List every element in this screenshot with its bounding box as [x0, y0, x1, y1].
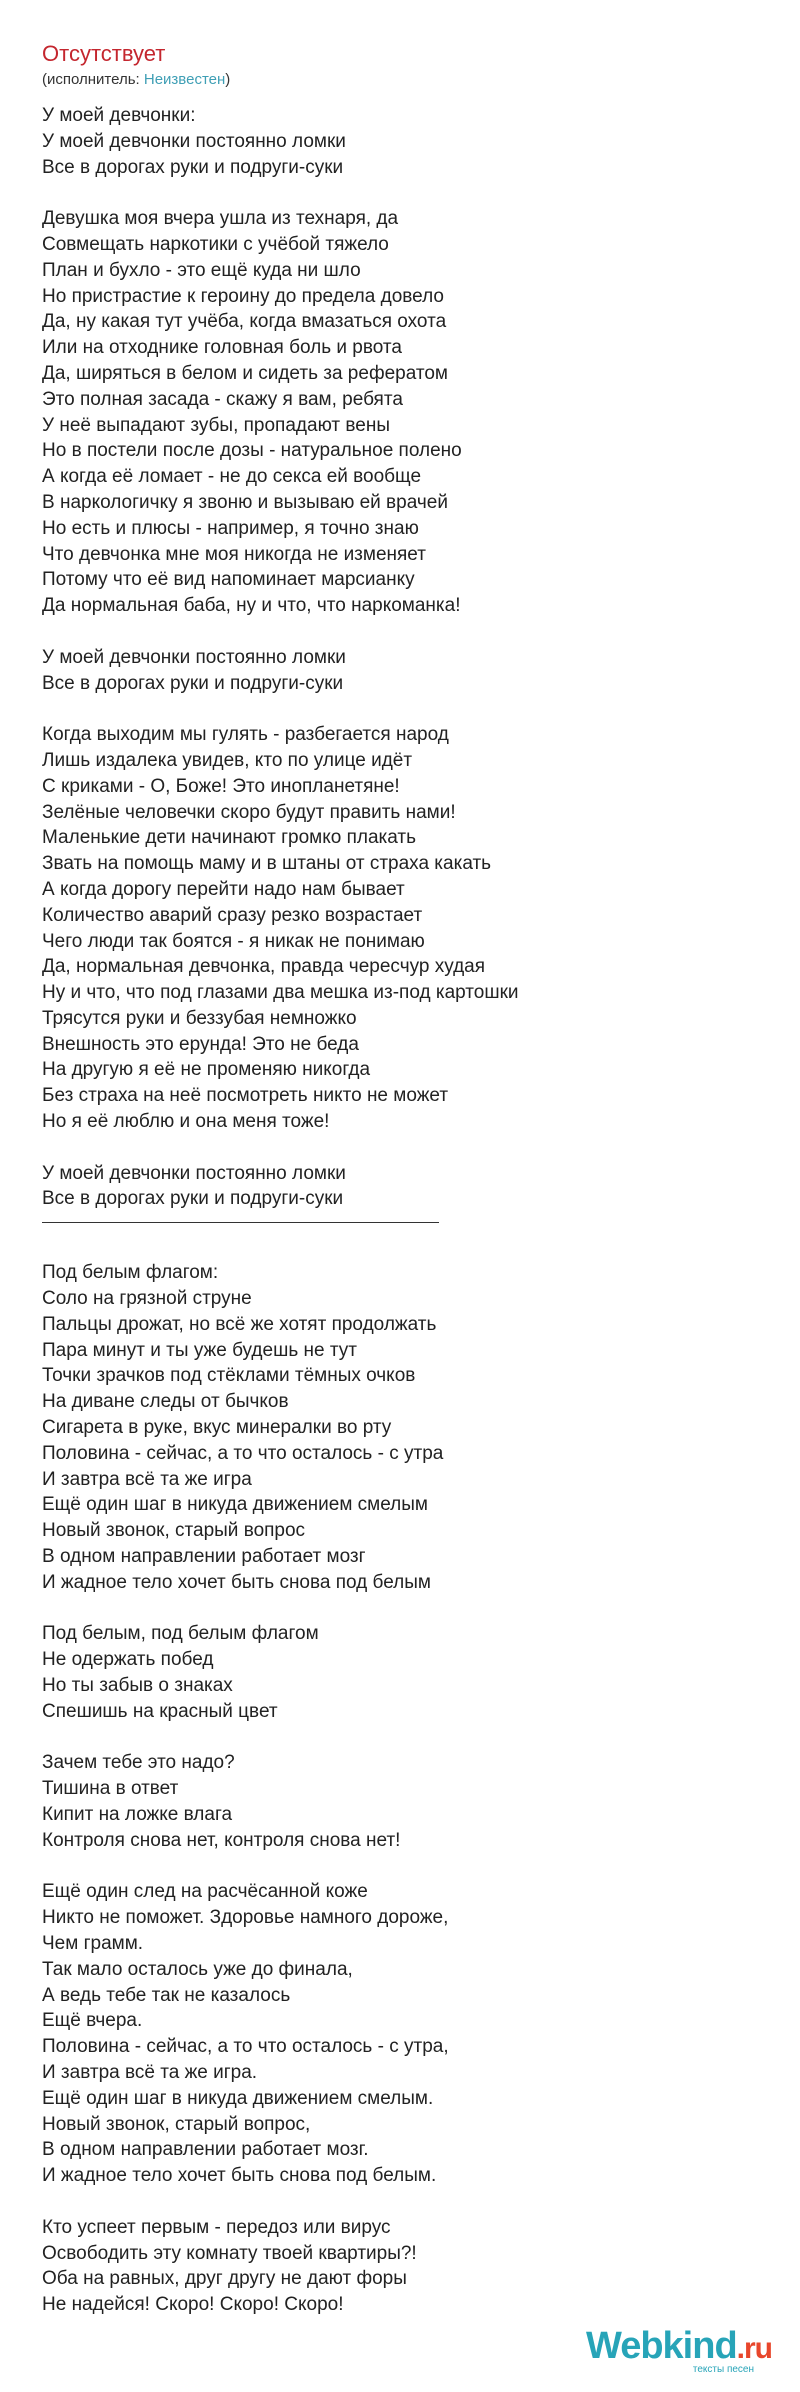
lyric-line: Что девчонка мне моя никогда не изменяет: [42, 543, 426, 565]
lyric-line: У моей девчонки:: [42, 105, 196, 126]
lyric-line: Ещё вчера.: [42, 2010, 143, 2032]
lyric-line: Пара минут и ты уже будешь не тут: [42, 1339, 357, 1361]
lyric-line: Освободить эту комнату твоей квартиры?!: [42, 2242, 417, 2264]
lyric-line: Количество аварий сразу резко возрастает: [42, 904, 423, 926]
lyric-line: Новый звонок, старый вопрос,: [42, 2113, 311, 2135]
song-title: Отсутствует: [42, 41, 166, 66]
lyric-line: Кипит на ложке влага: [42, 1804, 233, 1825]
lyric-line: [42, 1135, 762, 1161]
lyric-line: Половина - сейчас, а то что осталось - с утра,: [42, 2036, 449, 2058]
lyric-line: У моей девчонки постоянно ломки: [42, 646, 346, 668]
lyric-line: Ещё один шаг в никуда движением смелым.: [42, 2087, 434, 2109]
lyric-line: [42, 180, 762, 206]
logo-main-text: Webkind: [586, 2325, 737, 2367]
lyric-line: [42, 696, 762, 722]
lyric-line: Но пристрастие к героину до предела довело: [42, 285, 444, 307]
lyrics-body: [42, 103, 762, 2318]
lyric-line: Спешишь на красный цвет: [42, 1700, 278, 1722]
artist-link[interactable]: Неизвестен: [143, 71, 226, 88]
lyric-line: Оба на равных, друг другу не дают форы: [42, 2268, 407, 2290]
lyric-line: Чем грамм.: [42, 1932, 144, 1954]
lyric-line: Контроля снова нет, контроля снова нет!: [42, 1829, 401, 1851]
lyric-line: А когда дорогу перейти надо нам бывает: [42, 878, 405, 900]
lyric-line: Но в постели после дозы - натуральное полено: [42, 440, 462, 462]
lyric-line: Тишина в ответ: [42, 1778, 179, 1800]
lyric-line: [42, 1596, 762, 1622]
separator-line: [42, 1222, 439, 1223]
lyric-line: Без страха на неё посмотреть никто не может: [42, 1085, 449, 1107]
artist-line: [42, 70, 230, 90]
lyric-line: Не одержать побед: [42, 1649, 214, 1671]
lyric-line: В одном направлении работает мозг.: [42, 2139, 369, 2161]
lyric-line: В одном направлении работает мозг: [42, 1546, 366, 1568]
song-header: [42, 40, 230, 90]
lyric-line: На диване следы от бычков: [42, 1391, 289, 1413]
lyric-line: Внешность это ерунда! Это не беда: [42, 1033, 359, 1055]
artist-prefix: (исполнитель:: [42, 71, 144, 88]
lyric-line: И завтра всё та же игра: [42, 1468, 252, 1490]
lyric-line: Зачем тебе это надо?: [42, 1752, 235, 1774]
lyric-line: У моей девчонки постоянно ломки: [42, 1162, 346, 1184]
lyric-line: И жадное тело хочет быть снова под белым: [42, 1571, 431, 1593]
lyric-line: Все в дорогах руки и подруги-суки: [42, 156, 344, 178]
lyric-line: И жадное тело хочет быть снова под белым.: [42, 2165, 437, 2187]
lyric-line: Никто не поможет. Здоровье намного дороже,: [42, 1907, 449, 1929]
logo-tagline: тексты песен: [692, 2364, 754, 2375]
lyric-line: Да, ну какая тут учёба, когда вмазаться охота: [42, 311, 447, 333]
lyric-line: В наркологичку я звоню и вызываю ей врачей: [42, 491, 448, 513]
lyric-line: Но ты забыв о знаках: [42, 1675, 233, 1697]
lyric-line: Пальцы дрожат, но всё же хотят продолжать: [42, 1313, 437, 1335]
lyric-line: Не надейся! Скоро! Скоро! Скоро!: [42, 2294, 344, 2316]
lyric-line: Но я её люблю и она меня тоже!: [42, 1111, 330, 1133]
lyric-line: С криками - О, Боже! Это инопланетяне!: [42, 775, 400, 797]
lyric-line: Сигарета в руке, вкус минералки во рту: [42, 1417, 392, 1439]
lyric-line: Ещё один след на расчёсанной коже: [42, 1881, 368, 1903]
lyric-line: Когда выходим мы гулять - разбегается народ: [42, 724, 449, 746]
lyric-line: Под белым флагом:: [42, 1262, 219, 1284]
webkind-logo[interactable]: [572, 2324, 772, 2375]
lyric-line: Да, нормальная девчонка, правда чересчур худая: [42, 956, 486, 978]
lyric-line: [42, 2189, 762, 2215]
lyric-line: [42, 619, 762, 645]
lyric-line: А ведь тебе так не казалось: [42, 1984, 291, 2006]
lyric-line: Все в дорогах руки и подруги-суки: [42, 672, 344, 694]
lyric-line: Совмещать наркотики с учёбой тяжело: [42, 233, 389, 255]
lyric-line: [42, 1725, 762, 1751]
lyric-line: Звать на помощь маму и в штаны от страха какать: [42, 853, 492, 875]
lyric-line: Ещё один шаг в никуда движением смелым: [42, 1494, 428, 1516]
lyric-line: Ну и что, что под глазами два мешка из-под картошки: [42, 982, 519, 1004]
lyric-line: Кто успеет первым - передоз или вирус: [42, 2216, 391, 2238]
lyric-line: План и бухло - это ещё куда ни шло: [42, 259, 361, 281]
lyric-line: У неё выпадают зубы, пропадают вены: [42, 414, 390, 436]
lyric-line: Но есть и плюсы - например, я точно знаю: [42, 517, 419, 539]
lyric-line: На другую я её не променяю никогда: [42, 1059, 371, 1081]
lyric-line: Половина - сейчас, а то что осталось - с утра: [42, 1442, 444, 1464]
lyric-line: Зелёные человечки скоро будут править нами!: [42, 801, 456, 823]
lyrics-part-2: [42, 1260, 762, 2318]
lyric-line: [42, 1854, 762, 1880]
logo-suffix-text: .ru: [736, 2332, 772, 2365]
artist-suffix: ): [225, 71, 231, 88]
lyric-line: Это полная засада - скажу я вам, ребята: [42, 388, 403, 410]
lyric-line: Чего люди так боятся - я никак не понимаю: [42, 930, 425, 952]
lyric-line: Девушка моя вчера ушла из технаря, да: [42, 208, 399, 230]
lyric-line: Соло на грязной струне: [42, 1288, 252, 1310]
lyric-line: Новый звонок, старый вопрос: [42, 1520, 306, 1542]
lyric-line: Да, ширяться в белом и сидеть за рефератом: [42, 362, 448, 384]
lyrics-part-1: [42, 103, 762, 1212]
lyric-line: У моей девчонки постоянно ломки: [42, 130, 346, 152]
lyric-line: Да нормальная баба, ну и что, что наркоманка!: [42, 595, 461, 617]
lyric-line: Лишь издалека увидев, кто по улице идёт: [42, 749, 413, 771]
lyric-line: Потому что её вид напоминает марсианку: [42, 569, 415, 591]
lyric-line: И завтра всё та же игра.: [42, 2061, 258, 2083]
lyric-line: Так мало осталось уже до финала,: [42, 1958, 353, 1980]
lyric-line: А когда её ломает - не до секса ей вообще: [42, 466, 422, 488]
lyric-line: Под белым, под белым флагом: [42, 1623, 319, 1645]
lyric-line: Или на отходнике головная боль и рвота: [42, 337, 402, 359]
lyric-line: Маленькие дети начинают громко плакать: [42, 827, 416, 849]
lyric-line: Точки зрачков под стёклами тёмных очков: [42, 1365, 416, 1387]
lyric-line: Трясутся руки и беззубая немножко: [42, 1007, 357, 1029]
lyric-line: Все в дорогах руки и подруги-суки: [42, 1188, 344, 1210]
